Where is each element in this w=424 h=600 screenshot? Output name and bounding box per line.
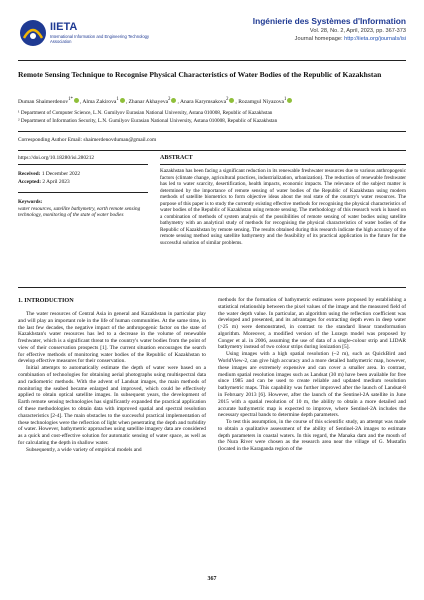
page-number: 367 (207, 576, 217, 582)
doi-link[interactable]: https://doi.org/10.18280/isi.280212 (18, 155, 95, 161)
body-paragraph: Subsequently, a wide variety of empirical models and (26, 446, 142, 453)
corresponding-author: Corresponding Author Email: shaimerdenovduman@gmail.com (18, 137, 157, 143)
author-affil-marker: 2 (226, 97, 229, 102)
author-name: Anara Karymsakova (179, 98, 227, 105)
orcid-icon[interactable] (120, 98, 125, 103)
dates-divider (18, 192, 148, 193)
abstract-text: Kazakhstan has been facing a significant reduction in its renewable freshwater resources due to various anthropogenic factors (climate change, agricultural practices, industrialization, urbanization). The reduction of renewable freshwater has led to water scarcity, desertification, health impacts, economic impacts. The relevance of the subject matter is determined by the importance of remote sensing of water bodies of the Republic of Kazakhstan using modern methods of satellite biometrics to form objective ideas about the real state of the country's water resources. The purpose of this paper is to study the currently existing effective methods for recognising the physical characteristics of water bodies of the Republic of Kazakhstan using remote sensing. The methodology of this research work is based on a combination of methods of system analysis of the possibilities of remote sensing of water bodies using satellite bathymetry with an analytical study of methods for recognising the physical characteristics of water bodies of the Republic of Kazakhstan by remote sensing. The results obtained during this research indicate the high accuracy of the remote sensing method using satellite bathymetry and the feasibility of its practical application in the future for the successful solution of similar problems. (160, 168, 406, 247)
publisher-logo (18, 18, 168, 52)
affil-divider (18, 131, 406, 132)
iieta-emblem-icon (18, 18, 48, 48)
received-label: Received: (18, 171, 41, 177)
author-affil-marker: 1* (68, 97, 73, 102)
volume-line: Vol. 28, No. 2, April, 2023, pp. 367-373 (309, 28, 406, 34)
affiliation-1: ¹ Department of Computer Science, L.N. Gumilyov Eurasian National University, Astana 010008, Republic of Kazakhstan (18, 110, 273, 116)
meta-divider (18, 164, 148, 165)
affiliation-2: ² Department of Information Security, L.N. Gumilyov Eurasian National University, Astana 010008, Republic of Kazakhstan (18, 118, 278, 124)
paper-title: Remote Sensing Technique to Recognise Physical Characteristics of Water Bodies of the Republic of Kazakhstan (18, 70, 382, 79)
abstract-divider (160, 164, 406, 165)
received-value: 1 December 2022 (41, 171, 81, 177)
orcid-icon[interactable] (171, 98, 176, 103)
body-paragraph: Initial attempts to automatically estimate the depth of water were based on a combination of technologies for obtaining aerial photographs using multispectral data and radiometric methods. With the advent of Landsat images, the main methods of monitoring the seabed became enlarged and improved, which could be effectively applied to obtain optical satellite images. In subsequent years, the development of Earth remote sensing technologies has significantly expanded the practical application of these methodologies to obtain data with improved spatial and spectral resolution characteristics [2-4]. The main obstacles to the successful practical implementation of these technologies were the reflection of light when penetrating the depth and turbidity of water. However, bathymetric approaches using satellite imagery data are considered as a quick and cost-effective solution for automatic sensing of water space, as well as for calculating the depth in shallow water. (18, 365, 206, 446)
keywords-heading: Keywords: (18, 199, 43, 205)
accepted-value: 2 April 2023 (42, 179, 70, 185)
abstract-bottom-divider (18, 287, 406, 288)
body-paragraph: The water resources of Central Asia in general and Kazakhstan in particular play and will play an important role in the life of human communities. At the same time, in the last few decades, the negative impact of the anthropogenic factor on the state of Kazakhstan's water resources has led to a decrease in the volume of renewable freshwater, which is a significant threat to the country's water bodies from the point of view of their conservation prospects [1]. The current situation encourages the search for effective methods of monitoring water bodies of the Republic of Kazakhstan to develop effective measures for their conservation. (18, 311, 206, 365)
logo-subtitle: International Information and Engineering Technology Association (50, 34, 150, 44)
homepage-label: Journal homepage: (294, 36, 345, 42)
left-column (18, 311, 206, 453)
received-date (18, 170, 148, 178)
journal-homepage (176, 36, 406, 42)
body-paragraph: Using images with a high spatial resolution (~2 m), such as QuickBird and WorldView-2, can give high accuracy and a more detailed bathymetric map, however, these images are extremely expensive and can cover a smaller area. In contrast, medium spatial resolution images such as Landsat (30 m) have been available for free since 1985 and can be used to create reliable and updated medium resolution bathymetric maps. This capability was further improved after the launch of Landsat-8 in February 2013 [6]. However, after the launch of the Sentinel-2A satellite in June 2015 with a spatial resolution of 10 m, the ability to obtain a more detailed and accurate bathymetric map is expected to improve, where Sentinel-2A includes the necessary spectral bands to determine depth parameters. (218, 351, 406, 419)
author-affil-marker: 1 (116, 97, 119, 102)
corr-divider (18, 150, 406, 151)
orcid-icon[interactable] (287, 98, 292, 103)
body-paragraph: To test this assumption, in the course of this scientific study, an attempt was made to obtain a qualitative assessment of the ability of Sentinel-2A images to estimate depth parameters in coastal waters. In this regard, the Manaka dam and the mouth of the Nura River were chosen as the research area near the village of G. Mustafin (located in the Karaganda region of the (218, 419, 406, 453)
author-name: Alma Zakirova (82, 98, 117, 105)
journal-header (18, 14, 406, 54)
author-affil-marker: 2 (168, 97, 171, 102)
homepage-link[interactable]: http://iieta.org/journals/isi (344, 36, 406, 42)
right-column (218, 297, 406, 453)
article-dates (18, 170, 148, 186)
logo-brand-text: IIETA (50, 21, 78, 33)
keywords-block (18, 199, 150, 219)
author-name: Zhanar Akhayeva (128, 98, 169, 105)
section-heading: 1. INTRODUCTION (18, 297, 74, 304)
abstract-heading: ABSTRACT (160, 155, 193, 161)
journal-info (176, 16, 406, 42)
orcid-icon[interactable] (74, 98, 79, 103)
accepted-label: Accepted: (18, 179, 42, 185)
journal-title: Ingénierie des Systèmes d'Information (252, 16, 406, 26)
header-divider (18, 60, 406, 61)
author-name: Rozamgul Niyazova (238, 98, 285, 105)
orcid-icon[interactable] (229, 98, 234, 103)
author-name: Duman Shaimerdenov (18, 98, 69, 105)
author-list: Duman Shaimerdenov$^{1*}$ , Alma Zakirova$^1$ , Zhanar Akhayeva$^2$ , Anara Karymsakova$^2$ , Rozamgul Niyazova$^1$ (18, 96, 406, 106)
keywords-text: water resources, satellite bathymetry, earth remote sensing technology, monitoring of the state of water bodies (18, 205, 141, 219)
accepted-date (18, 178, 148, 186)
author-affil-marker: 1 (284, 97, 287, 102)
body-paragraph: methods for the formation of bathymetric estimates were proposed by establishing a statistical relationship between the pixel values of the image and the measured field of the water depth value. In particular, an algorithm using the reflection coefficient was developed and presented, and its advantages for extracting depth even in deep water (>25 m) were demonstrated, in contrast to the standard linear transformation algorithm. Moreover, a modified version of the Lozegn model was proposed by Conger et al. in 2006, assuming the use of data of a single-colour strip and LIDAR bathymetry instead of two colour strips during ionization [5]. (218, 297, 406, 351)
